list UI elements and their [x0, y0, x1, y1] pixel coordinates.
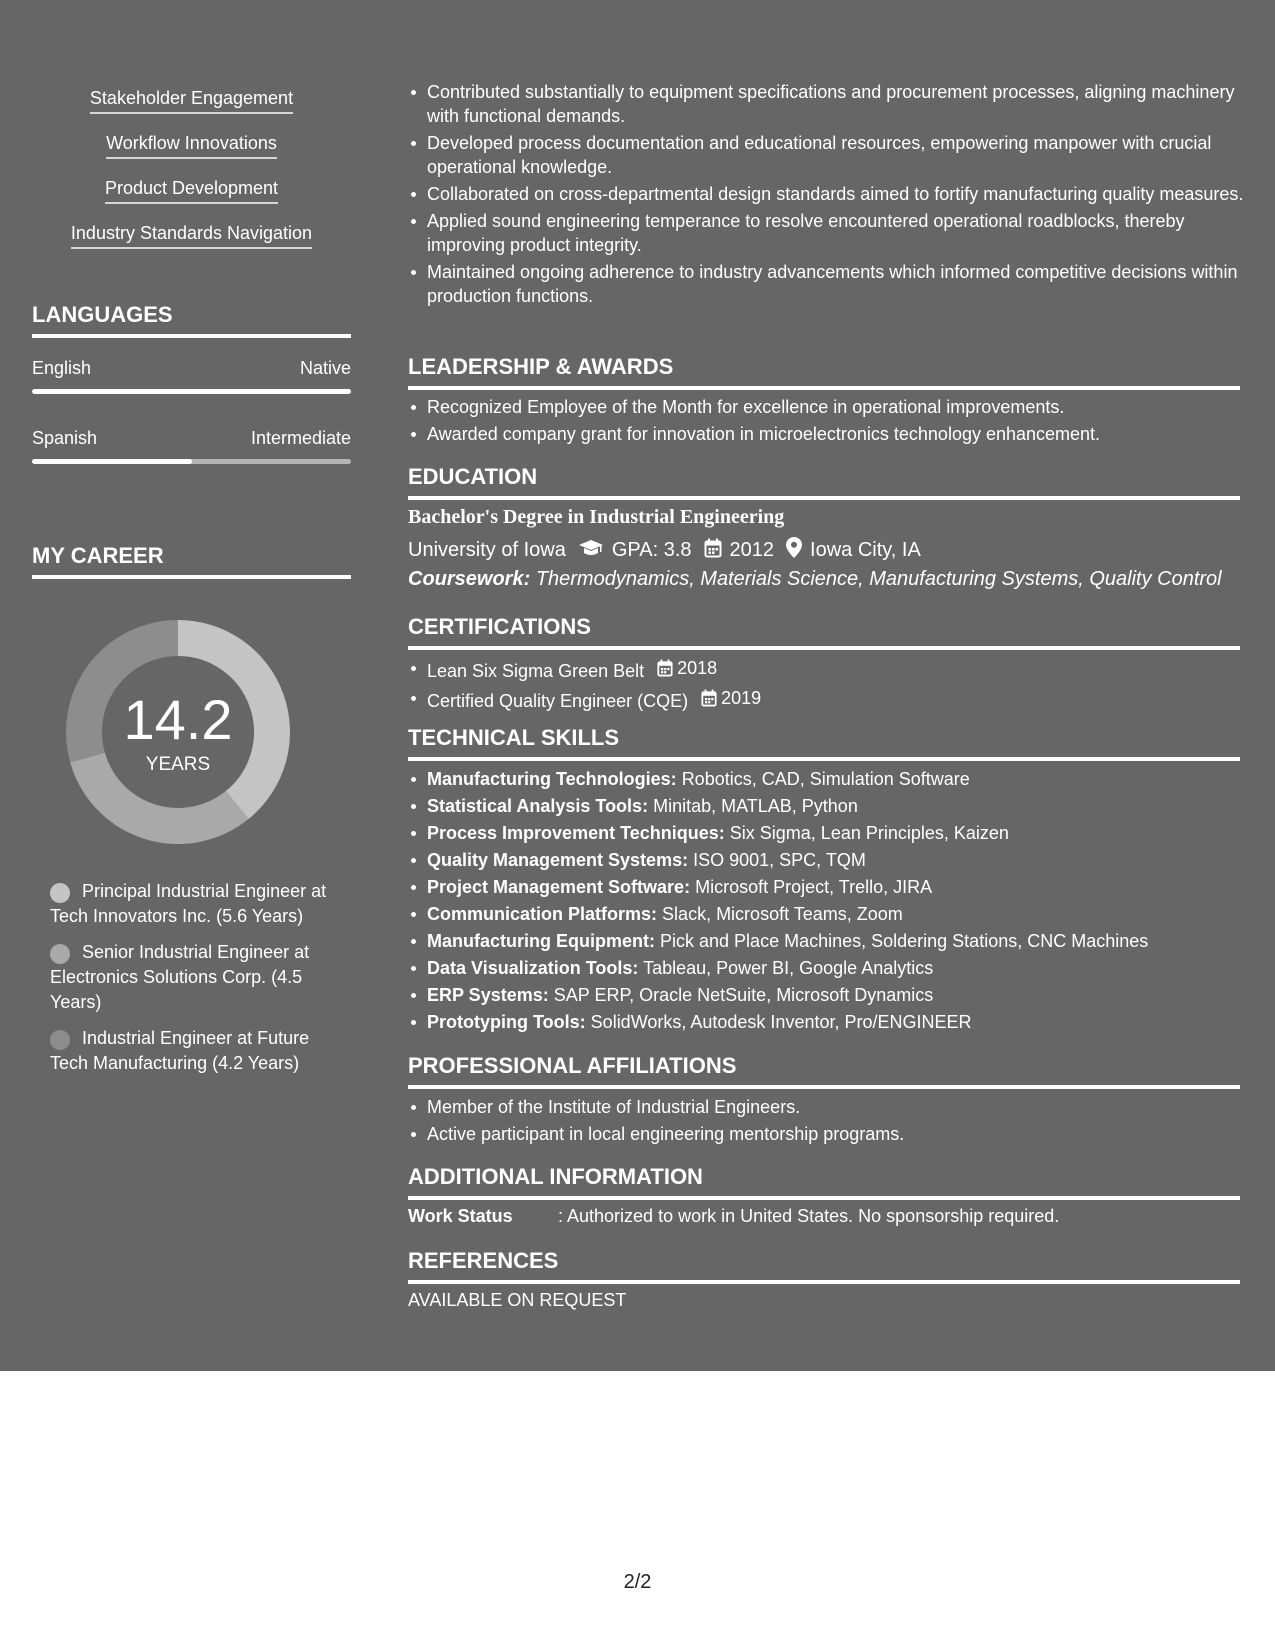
technical-skill-item [427, 794, 1259, 818]
skill-category: Manufacturing Technologies: [427, 769, 677, 789]
leadership-item: Awarded company grant for innovation in microelectronics technology enhancement. [427, 422, 1259, 446]
language-bar [32, 459, 351, 464]
career-legend-dot [50, 883, 70, 903]
technical-skill-item [427, 821, 1259, 845]
skill-category: Project Management Software: [427, 877, 691, 897]
career-item-text: Senior Industrial Engineer at Electronics Solutions Corp. (4.5 Years) [50, 942, 310, 1012]
technical-skill-item [427, 848, 1259, 872]
language-name: Spanish [32, 428, 98, 448]
skill-category: Manufacturing Equipment: [427, 931, 655, 951]
education-meta [408, 537, 921, 564]
technical-skill-item [427, 875, 1259, 899]
experience-bullet: Collaborated on cross-departmental design standards aimed to fortify manufacturing quality measures. [427, 182, 1259, 206]
skill-values: Pick and Place Machines, Soldering Stations, CNC Machines [660, 931, 1149, 951]
certification-year: 2019 [721, 688, 762, 708]
skill-category: Communication Platforms: [427, 904, 658, 924]
technical-skill-item [427, 983, 1259, 1007]
certification-name: Certified Quality Engineer (CQE) [427, 691, 689, 711]
skill-values: SolidWorks, Autodesk Inventor, Pro/ENGINEER [590, 1012, 972, 1032]
certifications-heading: CERTIFICATIONS [408, 614, 1240, 650]
skill-category: Statistical Analysis Tools: [427, 796, 649, 816]
career-heading: MY CAREER [32, 543, 351, 579]
certification-year-group [657, 656, 717, 680]
references-text: AVAILABLE ON REQUEST [408, 1290, 627, 1310]
certification-year: 2018 [677, 658, 718, 678]
skill-values: Minitab, MATLAB, Python [653, 796, 858, 816]
references-heading: REFERENCES [408, 1248, 1240, 1284]
technical-skills-list [408, 767, 1259, 1037]
certification-name: Lean Six Sigma Green Belt [427, 661, 645, 681]
coursework-label: Coursework: [408, 568, 531, 590]
career-item [50, 1026, 330, 1076]
certifications-list [408, 656, 1259, 716]
experience-bullet: Developed process documentation and educational resources, empowering manpower with crucial operational knowledge. [427, 131, 1259, 179]
skill-category: ERP Systems: [427, 985, 549, 1005]
technical-skill-item [427, 929, 1259, 953]
language-bar-fill [32, 389, 351, 394]
technical-skill-item [427, 1010, 1259, 1034]
skill-values: Robotics, CAD, Simulation Software [681, 769, 970, 789]
career-item [50, 879, 330, 929]
career-legend-dot [50, 1030, 70, 1050]
skill-link-label: Stakeholder Engagement [90, 88, 293, 114]
calendar-icon [657, 659, 673, 677]
technical-skill-item [427, 956, 1259, 980]
language-level: Native [299, 358, 351, 378]
affiliation-item: Active participant in local engineering mentorship programs. [427, 1122, 1259, 1146]
skill-category: Process Improvement Techniques: [427, 823, 725, 843]
experience-bullet: Maintained ongoing adherence to industry advancements which informed competitive decisions within production functions. [427, 260, 1259, 308]
skill-link-label: Industry Standards Navigation [71, 223, 312, 249]
affiliations-list [408, 1095, 1259, 1149]
language-bar [32, 389, 351, 394]
additional-info-heading: ADDITIONAL INFORMATION [408, 1164, 1240, 1200]
technical-skills-heading: TECHNICAL SKILLS [408, 725, 1240, 761]
education-year: 2012 [729, 539, 775, 561]
coursework-list: Thermodynamics, Materials Science, Manufacturing Systems, Quality Control [535, 568, 1222, 590]
career-list [50, 879, 330, 1087]
skill-link[interactable] [32, 223, 351, 249]
education-degree: Bachelor's Degree in Industrial Engineering [408, 506, 785, 528]
skill-link[interactable] [32, 88, 351, 114]
work-status-value: : Authorized to work in United States. No sponsorship required. [558, 1206, 1060, 1226]
skill-category: Quality Management Systems: [427, 850, 689, 870]
affiliations-heading: PROFESSIONAL AFFILIATIONS [408, 1053, 1240, 1089]
skill-values: Tableau, Power BI, Google Analytics [643, 958, 934, 978]
skill-link[interactable] [32, 133, 351, 159]
graduation-cap-icon [578, 539, 604, 563]
certification-year-group [701, 686, 761, 710]
languages-heading: LANGUAGES [32, 302, 351, 338]
certification-item [427, 686, 1259, 713]
skill-values: ISO 9001, SPC, TQM [693, 850, 866, 870]
calendar-icon [704, 538, 722, 564]
career-legend-dot [50, 944, 70, 964]
skill-category: Data Visualization Tools: [427, 958, 639, 978]
skill-values: Six Sigma, Lean Principles, Kaizen [729, 823, 1009, 843]
career-item [50, 940, 330, 1015]
work-status-row [408, 1206, 1059, 1227]
skill-category: Prototyping Tools: [427, 1012, 586, 1032]
experience-bullet: Applied sound engineering temperance to resolve encountered operational roadblocks, thereby improving product integrity. [427, 209, 1259, 257]
education-location: Iowa City, IA [810, 539, 921, 561]
calendar-icon [701, 689, 717, 707]
education-school: University of Iowa [408, 539, 566, 561]
page-number: 2/2 [623, 1571, 652, 1593]
career-item-text: Industrial Engineer at Future Tech Manufacturing (4.2 Years) [50, 1028, 310, 1073]
leadership-list [408, 395, 1259, 449]
education-gpa: GPA: 3.8 [611, 539, 692, 561]
skill-values: SAP ERP, Oracle NetSuite, Microsoft Dynamics [553, 985, 934, 1005]
career-donut-chart [66, 620, 290, 844]
skill-values: Slack, Microsoft Teams, Zoom [662, 904, 903, 924]
experience-bullets [408, 80, 1259, 311]
work-status-label: Work Status [408, 1206, 513, 1226]
affiliation-item: Member of the Institute of Industrial Engineers. [427, 1095, 1259, 1119]
career-item-text: Principal Industrial Engineer at Tech Innovators Inc. (5.6 Years) [50, 881, 327, 926]
technical-skill-item [427, 902, 1259, 926]
career-donut-center [66, 620, 290, 844]
certification-item [427, 656, 1259, 683]
education-coursework [408, 568, 1222, 591]
technical-skill-item [427, 767, 1259, 791]
career-total-years: 14.2 [123, 688, 233, 751]
skill-values: Microsoft Project, Trello, JIRA [695, 877, 933, 897]
language-bar-fill [32, 459, 192, 464]
skill-link-label: Product Development [105, 178, 278, 204]
map-pin-icon [786, 537, 802, 564]
experience-bullet: Contributed substantially to equipment specifications and procurement processes, aligning machinery with functional demands. [427, 80, 1259, 128]
career-total-unit: YEARS [145, 754, 211, 775]
leadership-heading: LEADERSHIP & AWARDS [408, 354, 1240, 390]
leadership-item: Recognized Employee of the Month for excellence in operational improvements. [427, 395, 1259, 419]
skill-link-label: Workflow Innovations [106, 133, 277, 159]
education-heading: EDUCATION [408, 464, 1240, 500]
skill-link[interactable] [32, 178, 351, 204]
language-name: English [32, 358, 92, 378]
language-level: Intermediate [250, 428, 351, 448]
